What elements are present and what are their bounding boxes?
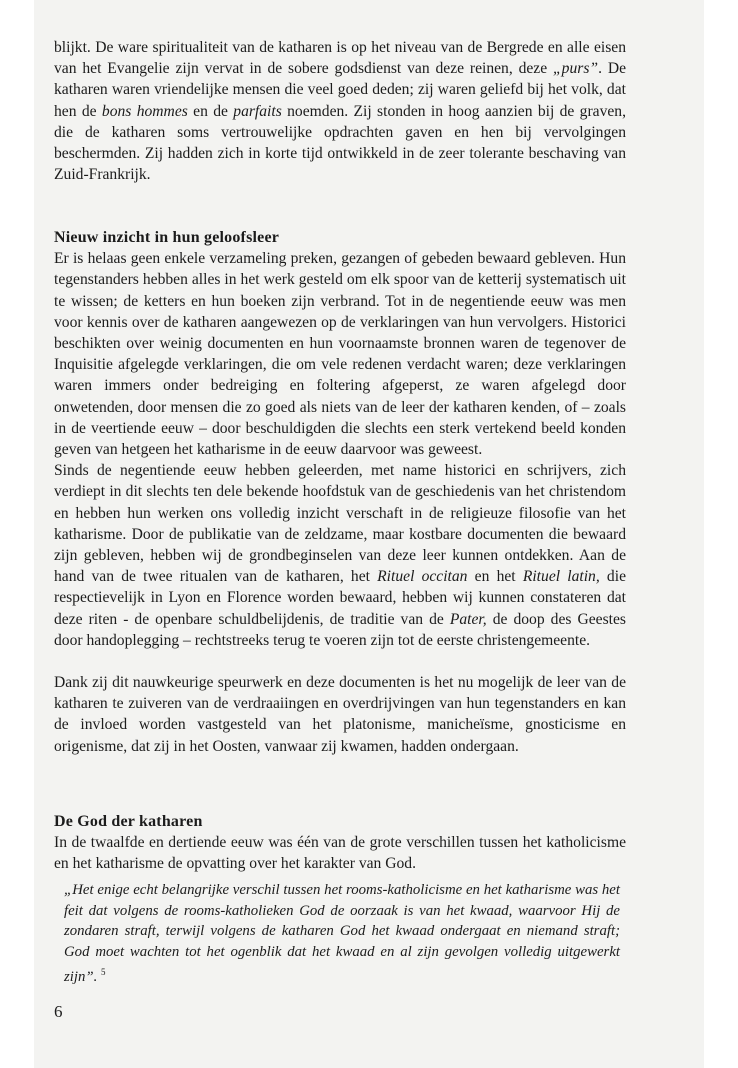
- term-rituel-latin: Rituel latin,: [522, 568, 600, 586]
- scan-margin-right: [704, 0, 738, 1068]
- footnote-reference: 5: [101, 967, 106, 978]
- section-1-p2-text-1: Sinds de negentiende eeuw hebben geleerden, met name historici en schrijvers, zich verdiept in dit slechts ten dele bekende hoofdstuk van de geschiedenis van het christendom en hebben hun werken ons volledig inzicht verschaft in de religieuze filosofie van het katharisme. Door de publikatie van de zeldzame, maar kostbare documenten die bewaard zijn gebleven, hebben wij de grondbeginselen van deze leer kunnen ontdekken. Aan de hand van de twee ritualen van de katharen, het: [54, 462, 626, 586]
- section-1-paragraph-3: Dank zij dit nauwkeurige speurwerk en deze documenten is het nu mogelijk de leer van de katharen te zuiveren van de verdraaiingen en overdrijvingen van hun tegenstanders en kan de invloed worden vastgesteld van het platonisme, manicheïsme, gnosticisme en origenisme, dat zij in het Oosten, vanwaar zij kwamen, hadden ondergaan.: [54, 674, 626, 755]
- page-number: 6: [54, 1002, 63, 1021]
- intro-text-4: noemden. Zij stonden in hoog aanzien bij de graven, die de katharen soms vertrouwelijke opdrachten gaven en hen bij vervolgingen beschermden. Zij hadden zich in korte tijd ontwikkeld in de zeer tolerante beschaving van Zuid-Frankrijk.: [54, 102, 627, 184]
- section-1-p2-text-3: die respectievelijk in Lyon en Florence worden bewaard, hebben wij kunnen constateren dat deze riten - de openbare schuldbelijdenis, de traditie van de: [54, 568, 626, 628]
- section-2: [54, 811, 626, 875]
- block-quote-text: „Het enige echt belangrijke verschil tussen het rooms-katholicisme en het katharisme was het feit dat volgens de rooms-katholieken God de oorzaak is van het kwaad, waarvoor Hij de zondaren straft, terwijl volgens de katharen God het kwaad ondergaat en niemand straft; God moet wachten tot het ogenblik dat het kwaad en al zijn gevolgen volledig uitgewerkt zijn”.: [64, 882, 620, 986]
- term-rituel-occitan: Rituel occitan: [377, 568, 468, 586]
- scan-margin-left: [0, 0, 34, 1068]
- section-1-heading: Nieuw inzicht in hun geloofsleer: [54, 229, 280, 246]
- section-1-paragraph-1: Er is helaas geen enkele verzameling preken, gezangen of gebeden bewaard gebleven. Hun tegenstanders hebben alles in het werk gesteld om elk spoor van de ketterij systematisch uit te wissen; de ketters en hun boeken zijn verbrand. Tot in de negentiende eeuw was men voor kennis over de katharen aangewezen op de verklaringen van hun vervolgers. Historici beschikten over weinig documenten en hun voornaamste bronnen waren de tegenover de Inquisitie afgelegde verklaringen, die om vele redenen verdacht waren; deze verklaringen waren immers onder bedreiging en foltering afgeperst, ze waren afgelegd door onwetenden, door mensen die zo goed als niets van de leer der katharen kenden, of – zoals in de veertiende eeuw – door beschuldigden die slechts een sterk vertekend beeld konden geven van hetgeen het katharisme in de eeuw daarvoor was geweest.: [54, 250, 626, 459]
- section-1-p2-text-4: de doop des Geestes door handoplegging – rechtstreeks terug te voeren zijn tot de eerste christengemeente.: [54, 610, 626, 649]
- section-1: [54, 227, 626, 757]
- intro-term-parfaits: parfaits: [233, 102, 282, 120]
- intro-text-3: en de: [187, 102, 234, 120]
- section-1-p2-text-2: en het: [467, 568, 523, 586]
- term-pater: Pater,: [449, 610, 487, 628]
- intro-text-1: blijkt. De ware spiritualiteit van de katharen is op het niveau van de Bergrede en alle eisen van het Evangelie zijn vervat in de sobere godsdienst van deze reinen, deze: [54, 39, 626, 78]
- section-1-paragraph-2: [54, 460, 626, 651]
- intro-term-bons-hommes: bons hommes: [101, 102, 188, 120]
- block-quote: [64, 880, 620, 988]
- section-2-paragraph-1: In de twaalfde en dertiende eeuw was één van de grote verschillen tussen het katholicisme en het katharisme de opvatting over het karakter van God.: [54, 834, 626, 873]
- intro-paragraph-text: [54, 37, 626, 185]
- intro-term-purs: „purs”: [553, 60, 599, 78]
- section-2-heading: De God der katharen: [54, 813, 203, 830]
- intro-text-2: . De katharen waren vriendelijke mensen die veel goed deden; zij waren geliefd bij het volk, dat hen de: [54, 60, 627, 120]
- intro-paragraph: [54, 37, 626, 185]
